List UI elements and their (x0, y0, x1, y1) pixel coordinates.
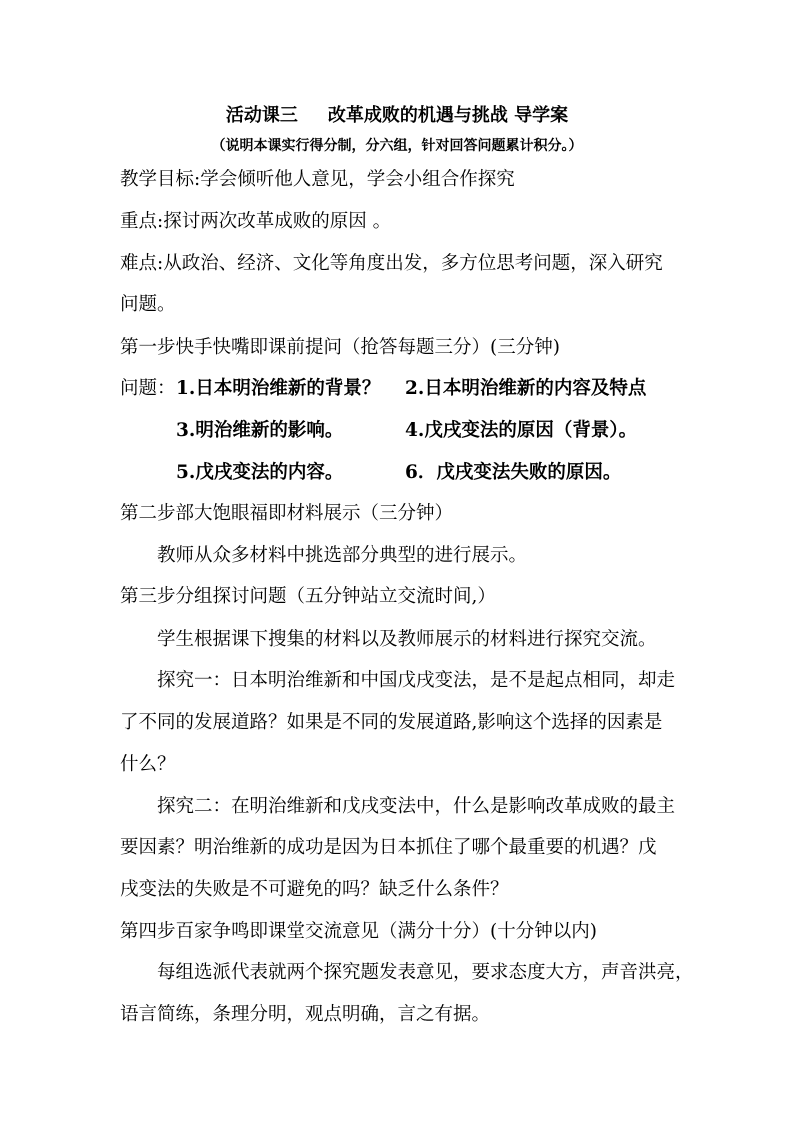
question-5: 5.戊戌变法的内容。 (176, 462, 344, 483)
difficulty-line-1: 难点:从政治、经济、文化等角度出发，多方位思考问题，深入研究 (120, 253, 663, 274)
step4-body-line-2: 语言简练，条理分明，观点明确，言之有据。 (120, 1004, 491, 1025)
question-2: 2.日本明治维新的内容及特点 (405, 378, 647, 399)
inquiry1-line-2: 了不同的发展道路？如果是不同的发展道路,影响这个选择的因素是 (120, 712, 663, 733)
difficulty-line-2: 问题。 (120, 294, 176, 315)
step3-heading: 第三步分组探讨问题（五分钟站立交流时间,） (120, 586, 496, 607)
question-4: 4.戊戌变法的原因（背景）。 (405, 420, 638, 441)
step4-heading: 第四步百家争鸣即课堂交流意见（满分十分）(十分钟以内) (120, 921, 597, 942)
inquiry2-line-3: 戌变法的失败是不可避免的吗？缺乏什么条件？ (120, 879, 509, 900)
step4-body-line-1: 每组选派代表就两个探究题发表意见，要求态度大方，声音洪亮， (157, 962, 694, 983)
title-activity: 活动课三 (225, 105, 298, 126)
inquiry1-line-1: 探究一：日本明治维新和中国戊戌变法，是不是起点相同，却走 (157, 670, 676, 691)
page-title (0, 104, 794, 128)
inquiry1-line-3: 什么？ (120, 754, 176, 775)
inquiry2-line-2: 要因素？明治维新的成功是因为日本抓住了哪个最重要的机遇？戊 (120, 837, 657, 858)
teaching-goal: 教学目标:学会倾听他人意见，学会小组合作探究 (120, 169, 515, 190)
step2-body: 教师从众多材料中挑选部分典型的进行展示。 (157, 545, 528, 566)
step2-heading: 第二步部大饱眼福即材料展示（三分钟） (120, 503, 454, 524)
question-6: 6．戊戌变法失败的原因。 (405, 462, 622, 483)
step3-intro: 学生根据课下搜集的材料以及教师展示的材料进行探究交流。 (157, 629, 657, 650)
page-subtitle: （说明本课实行得分制，分六组，针对回答问题累计积分。） (211, 138, 583, 154)
title-topic: 改革成败的机遇与挑战 导学案 (327, 105, 569, 126)
inquiry2-line-1: 探究二：在明治维新和戊戌变法中，什么是影响改革成败的最主 (157, 796, 676, 817)
questions-prefix: 问题： (120, 378, 176, 399)
step1-heading: 第一步快手快嘴即课前提问（抢答每题三分）(三分钟) (120, 337, 560, 358)
key-point: 重点:探讨两次改革成败的原因 。 (120, 211, 392, 232)
question-1: 1.日本明治维新的背景？ (176, 378, 381, 399)
question-3: 3.明治维新的影响。 (176, 420, 344, 441)
